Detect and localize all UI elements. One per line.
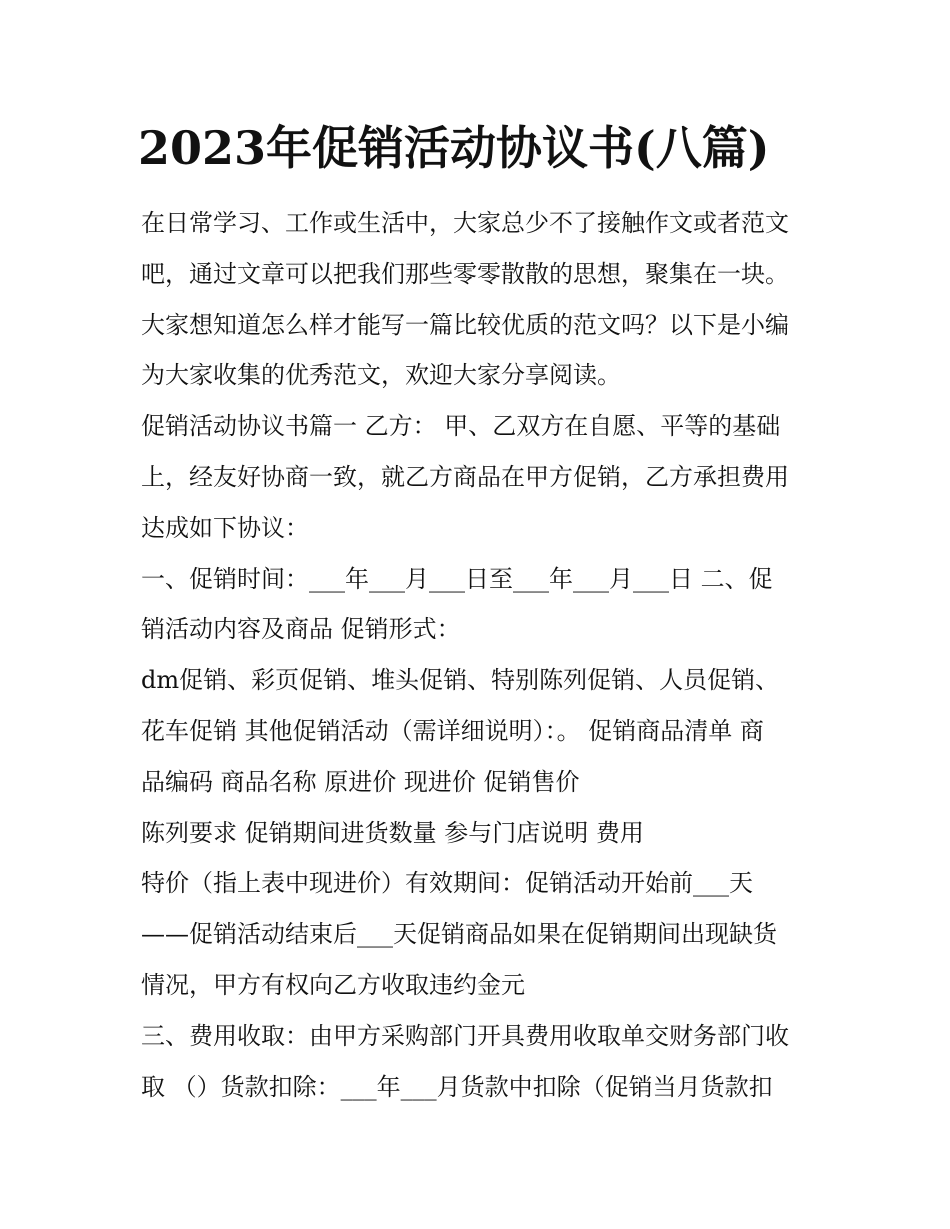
body-line: 花车促销 其他促销活动（需详细说明）：。 促销商品清单 商 (141, 716, 764, 745)
body-line: 达成如下协议： (141, 513, 309, 542)
body-line: 取 （）货款扣除：___年___月货款中扣除（促销当月货款扣 (141, 1072, 773, 1101)
document-title: 2023年促销活动协议书(八篇) (138, 121, 770, 175)
body-line: 为大家收集的优秀范文，欢迎大家分享阅读。 (141, 361, 621, 390)
body-line: 促销活动协议书篇一 乙方： 甲、乙双方在自愿、平等的基础 (141, 412, 781, 441)
body-line: 大家想知道怎么样才能写一篇比较优质的范文吗？以下是小编 (141, 310, 789, 339)
body-line: 吧，通过文章可以把我们那些零零散散的思想，聚集在一块。 (141, 259, 789, 288)
body-line: 一、促销时间：___年___月___日至___年___月___日 二、促 (141, 564, 773, 593)
body-line: 特价（指上表中现进价）有效期间：促销活动开始前___天 (141, 869, 753, 898)
body-line: 情况，甲方有权向乙方收取违约金元 (141, 970, 525, 999)
body-line: 上，经友好协商一致，就乙方商品在甲方促销，乙方承担费用 (141, 462, 789, 491)
body-line: 在日常学习、工作或生活中，大家总少不了接触作文或者范文 (141, 209, 789, 237)
body-line: 陈列要求 促销期间进货数量 参与门店说明 费用 (141, 818, 644, 847)
body-line: 三、费用收取：由甲方采购部门开具费用收取单交财务部门收 (141, 1021, 789, 1050)
document-body (141, 198, 821, 1112)
body-line: ——促销活动结束后___天促销商品如果在促销期间出现缺货 (141, 920, 777, 949)
body-line: 销活动内容及商品 促销形式： (141, 615, 461, 644)
body-line: dm促销、彩页促销、堆头促销、特别陈列促销、人员促销、 (141, 666, 780, 695)
body-line: 品编码 商品名称 原进价 现进价 促销售价 (141, 767, 580, 796)
